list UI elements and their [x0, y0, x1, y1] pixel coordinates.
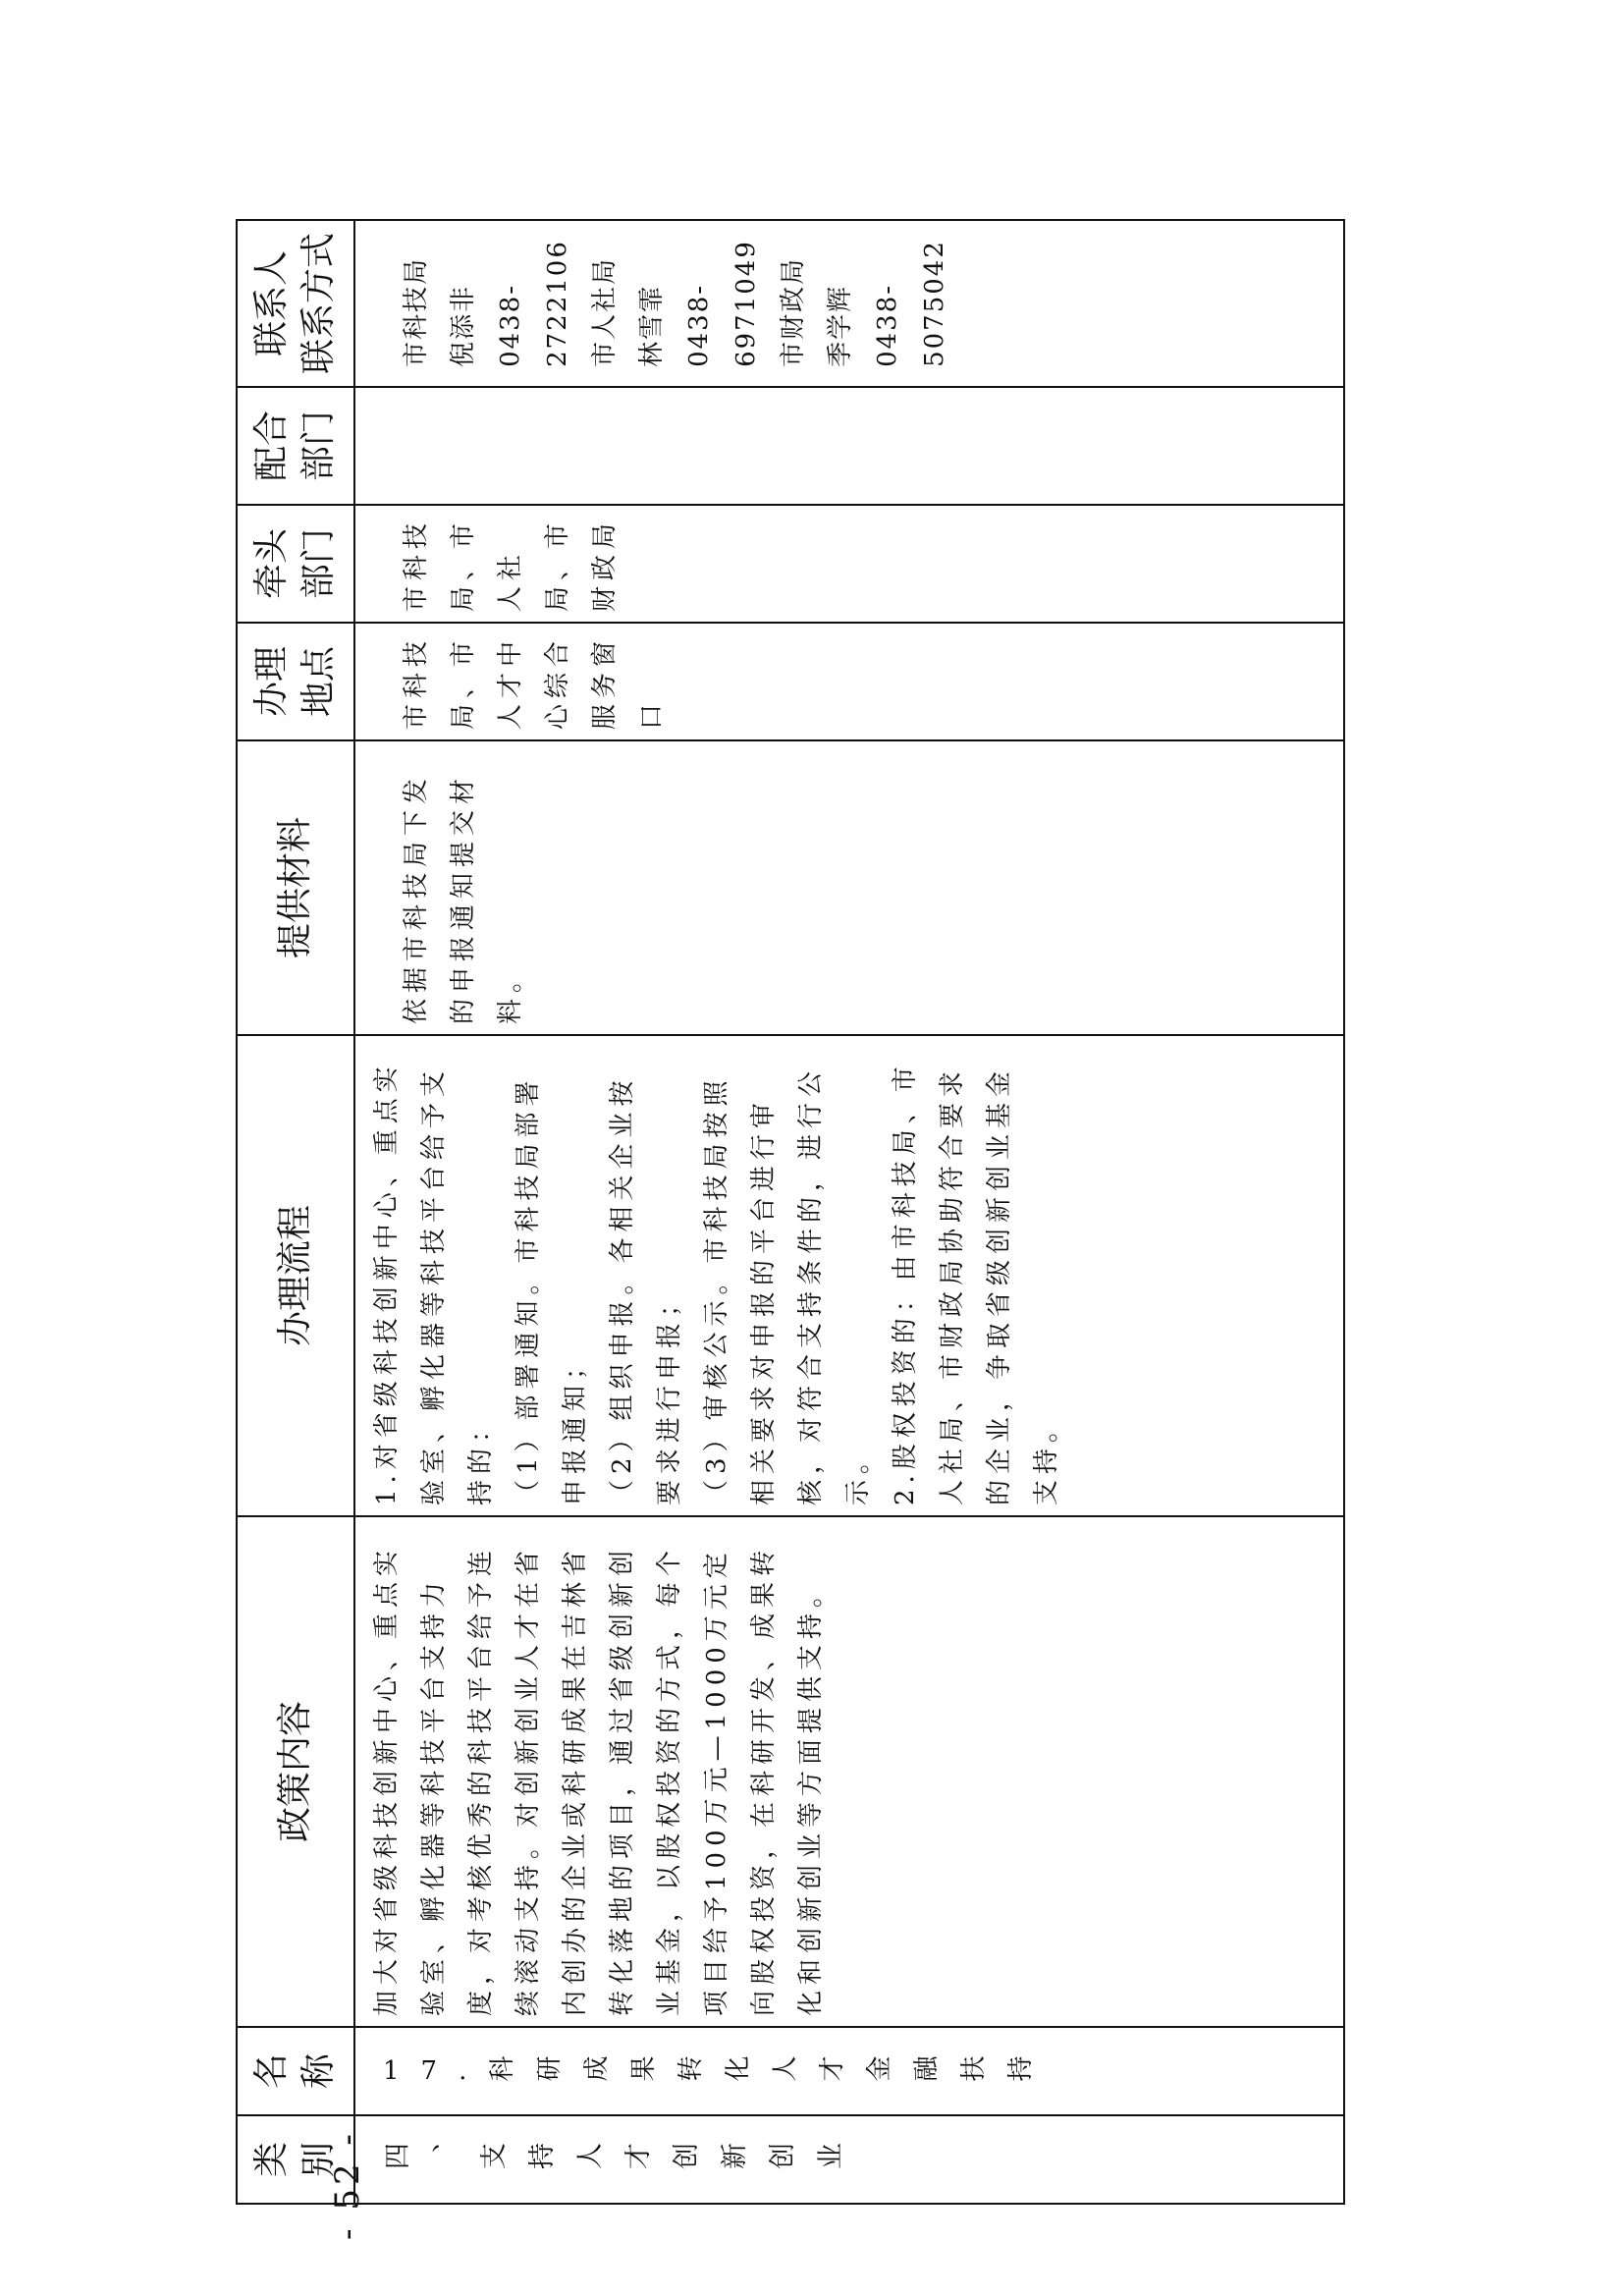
table-row: [354, 220, 1344, 2204]
header-category-line-2: 别: [298, 2142, 339, 2178]
lead-dept-cell: [354, 505, 1344, 623]
process-cell: [354, 1035, 1344, 1516]
header-name-line-1: 名: [251, 2053, 292, 2090]
process-line-3: （2）组织申报。各相关企业按要求进行申报；: [608, 1074, 684, 1505]
header-coop-dept: [237, 387, 354, 505]
process-line-5: 2.股权投资的：由市科技局、市人社局、市财政局协助符合要求的企业，争取省级创新创业基金支持。: [891, 1061, 1061, 1505]
rotated-table-container: [236, 221, 1345, 2205]
policy-cell: [354, 1516, 1344, 2027]
process-line-4: （3）审核公示。市科技局按照相关要求对申报的平台进行审核，对符合支持条件的，进行公示。: [702, 1065, 873, 1505]
header-process: 办理流程: [237, 1035, 354, 1516]
coop-dept-cell: [354, 387, 1344, 505]
policy-table: [236, 219, 1345, 2205]
contact-line-12: 5075042: [920, 240, 949, 367]
header-contact-line-1: 联系人: [251, 250, 292, 357]
contact-line-9: 市财政局: [779, 256, 808, 367]
header-name-line-2: 称: [298, 2053, 339, 2090]
contact-line-5: 市人社局: [590, 256, 620, 367]
process-line-1: 1.对省级科技创新中心、重点实验室、孵化器等科技平台给予支持的：: [372, 1061, 496, 1505]
contact-line-6: 林雪霏: [637, 284, 667, 367]
location-text: 市科技局、市人才中心综合服务窗口: [402, 634, 667, 730]
contact-line-4: 2722106: [543, 240, 572, 367]
header-row: [237, 220, 354, 2204]
header-location-line-2: 地点: [298, 646, 339, 718]
header-lead-dept-line-1: 牵头: [251, 528, 292, 600]
contact-line-1: 市科技局: [402, 256, 431, 367]
category-text: 四、支持人才创新创业: [383, 2144, 864, 2174]
header-category-line-1: 类: [251, 2142, 292, 2178]
contact-line-3: 0438-: [496, 283, 525, 367]
header-policy: 政策内容: [237, 1516, 354, 2027]
process-line-2: （1）部署通知。市科技局部署申报通知；: [514, 1074, 590, 1505]
header-lead-dept: [237, 505, 354, 623]
location-cell: [354, 623, 1344, 740]
contact-line-10: 季学辉: [826, 284, 855, 367]
header-materials: 提供材料: [237, 740, 354, 1035]
contact-block: [393, 240, 958, 367]
header-lead-dept-line-2: 部门: [298, 528, 339, 600]
header-contact: [237, 220, 354, 387]
header-contact-line-2: 联系方式: [298, 233, 339, 375]
header-location: [237, 623, 354, 740]
materials-cell: [354, 740, 1344, 1035]
lead-dept-text: 市科技局、市人社局、市财政局: [402, 517, 620, 612]
contact-line-2: 倪添非: [449, 284, 478, 367]
header-coop-dept-line-2: 部门: [298, 410, 339, 482]
contact-cell: [354, 220, 1344, 387]
contact-line-11: 0438-: [873, 283, 902, 367]
name-cell: [354, 2027, 1344, 2115]
materials-text: 依据市科技局下发的申报通知提交材料。: [402, 772, 525, 1024]
page-number: - 52 -: [328, 2130, 367, 2240]
item-name-text: 17.科研成果转化人才金融扶持: [383, 2056, 1055, 2086]
header-name: [237, 2027, 354, 2115]
header-coop-dept-line-1: 配合: [251, 410, 292, 482]
contact-line-8: 6971049: [731, 240, 761, 367]
header-location-line-1: 办理: [251, 646, 292, 718]
policy-text: 加大对省级科技创新中心、重点实验室、孵化器等科技平台支持力度，对考核优秀的科技平台给予连续滚动支持。对创新创业人才在省内创办的企业或科研成果在吉林省转化落地的项目，通过省级创新创业基金，以股权投资的方式，每个项目给予100万元—1000万元定向股权投资，在科研开发、成果转化和创新创业等方面提供支持。: [372, 1544, 826, 2016]
category-cell: [354, 2115, 1344, 2204]
contact-line-7: 0438-: [684, 283, 714, 367]
